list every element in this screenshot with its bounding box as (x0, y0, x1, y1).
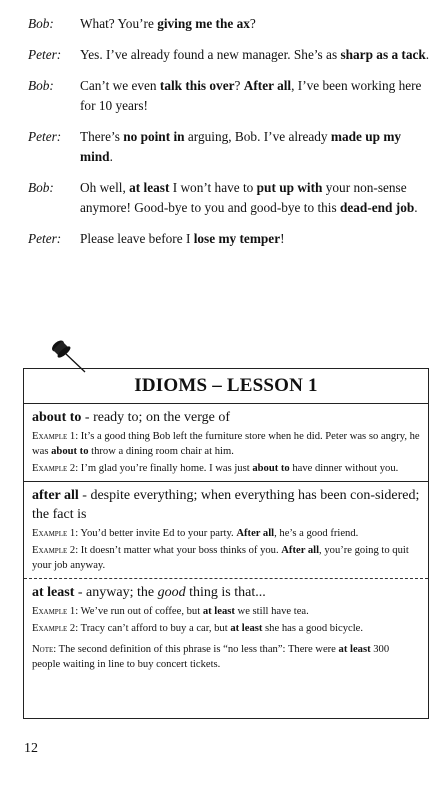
text-run: , he’s a good friend. (274, 528, 359, 539)
dialog (28, 14, 434, 260)
bold-idiom: sharp as a tack (340, 47, 426, 62)
text-run: 1: It’s a good thing Bob left the furniture store when he did. Peter was so angry, he was (32, 431, 420, 457)
text-run: she has a good bicycle. (262, 623, 364, 634)
text-run: 1: We’ve run out of coffee, but (67, 606, 203, 617)
dialog-line (28, 45, 434, 65)
text-run: - ready to; on the verge of (81, 410, 231, 425)
label-text: Example (32, 463, 68, 474)
bold-idiom: After all (243, 78, 292, 93)
text-run: Please leave before I (80, 231, 194, 246)
dialog-line (28, 127, 434, 167)
example-2 (32, 621, 420, 636)
speech-text (80, 178, 434, 218)
text-run: ? (234, 78, 244, 93)
page-number: 12 (24, 741, 38, 756)
speaker-name: Peter: (28, 47, 62, 62)
label-text: Example (32, 606, 68, 617)
speech-text (80, 45, 434, 65)
text-run: , I’ve been working here for 10 years! (80, 78, 422, 113)
bold-idiom: dead-end job (339, 200, 415, 215)
text-run: - despite everything; when everything has been con-sidered; the fact is (32, 488, 420, 522)
example-1 (32, 429, 420, 459)
bold-idiom: about to (32, 410, 82, 425)
text-run: throw a dining room chair at him. (88, 446, 234, 457)
speaker-name: Bob: (28, 16, 54, 31)
idiom-entry-about-to (24, 404, 428, 481)
bold-idiom: about to (252, 463, 290, 474)
text-run: . (109, 149, 113, 164)
text-run: There’s (80, 129, 124, 144)
bold-idiom: After all (236, 528, 275, 539)
speaker-name: Peter: (28, 129, 62, 144)
text-run: I won’t have to (169, 180, 257, 195)
label-text: Note (32, 644, 54, 655)
idiom-entry-at-least (24, 578, 428, 677)
example-1 (32, 604, 420, 619)
speaker-name: Peter: (28, 231, 62, 246)
idiom-entry-after-all (24, 481, 428, 578)
text-run: 300 people waiting in line to buy concert tickets. (32, 644, 390, 670)
text-run: have dinner without you. (289, 463, 399, 474)
bold-idiom: about to (51, 446, 89, 457)
bold-idiom: giving me the ax (157, 16, 250, 31)
text-run: 2: It doesn’t matter what your boss thinks of you. (67, 545, 282, 556)
text-run: Yes. I’ve already found a new manager. She’s as (80, 47, 341, 62)
idiom-definition (32, 486, 420, 524)
bold-idiom: talk this over (159, 78, 235, 93)
example-1 (32, 526, 420, 541)
dialog-line (28, 178, 434, 218)
speech-text (80, 76, 434, 116)
text-run: thing is that... (185, 585, 266, 600)
bold-idiom: lose my temper (193, 231, 281, 246)
text-run: , you’re going to quit your job anyway. (32, 545, 409, 571)
text-run: your non-sense anymore! Good-bye to you and good-bye to this (80, 180, 407, 215)
italic-text: good (157, 585, 186, 600)
bold-idiom: after all (32, 488, 79, 503)
idiom-definition (32, 583, 420, 602)
dialog-line (28, 229, 434, 249)
label-text: Example (32, 528, 68, 539)
text-run: Oh well, (80, 180, 130, 195)
text-run: 2: Tracy can’t afford to buy a car, but (67, 623, 231, 634)
label-text: Example (32, 545, 68, 556)
dialog-line (28, 76, 434, 116)
speech-text (80, 229, 434, 249)
text-run: 2: I’m glad you’re finally home. I was just (67, 463, 253, 474)
text-run: - anyway; the (74, 585, 158, 600)
idiom-definition (32, 408, 420, 427)
bold-idiom: no point in (123, 129, 185, 144)
speech-text (80, 14, 434, 34)
text-run: arguing, Bob. I’ve already (184, 129, 331, 144)
text-run: Can’t we even (80, 78, 160, 93)
speaker-name: Bob: (28, 180, 54, 195)
text-run: ! (280, 231, 285, 246)
speaker-name: Bob: (28, 78, 54, 93)
bold-idiom: at least (32, 585, 75, 600)
text-run: . (425, 47, 430, 62)
example-2 (32, 461, 420, 476)
dialog-line (28, 14, 434, 34)
bold-idiom: at least (338, 644, 371, 655)
example-2 (32, 543, 420, 573)
bold-idiom: at least (230, 623, 263, 634)
idioms-lesson-box (23, 368, 429, 719)
text-run: 1: You’d better invite Ed to your party. (67, 528, 237, 539)
text-run: we still have tea. (234, 606, 309, 617)
text-run: : The second definition of this phrase is “no less than”: There were (53, 644, 339, 655)
bold-idiom: After all (281, 545, 320, 556)
bold-idiom: at least (129, 180, 170, 195)
bold-idiom: at least (202, 606, 235, 617)
text-run: What? You’re (80, 16, 158, 31)
lesson-title: IDIOMS – LESSON 1 (24, 369, 428, 404)
text-run: . (414, 200, 418, 215)
bold-idiom: made up my mind (80, 129, 402, 164)
text-run: ? (249, 16, 256, 31)
label-text: Example (32, 431, 68, 442)
usage-note (32, 642, 420, 672)
label-text: Example (32, 623, 68, 634)
bold-idiom: put up with (256, 180, 323, 195)
speech-text (80, 127, 434, 167)
